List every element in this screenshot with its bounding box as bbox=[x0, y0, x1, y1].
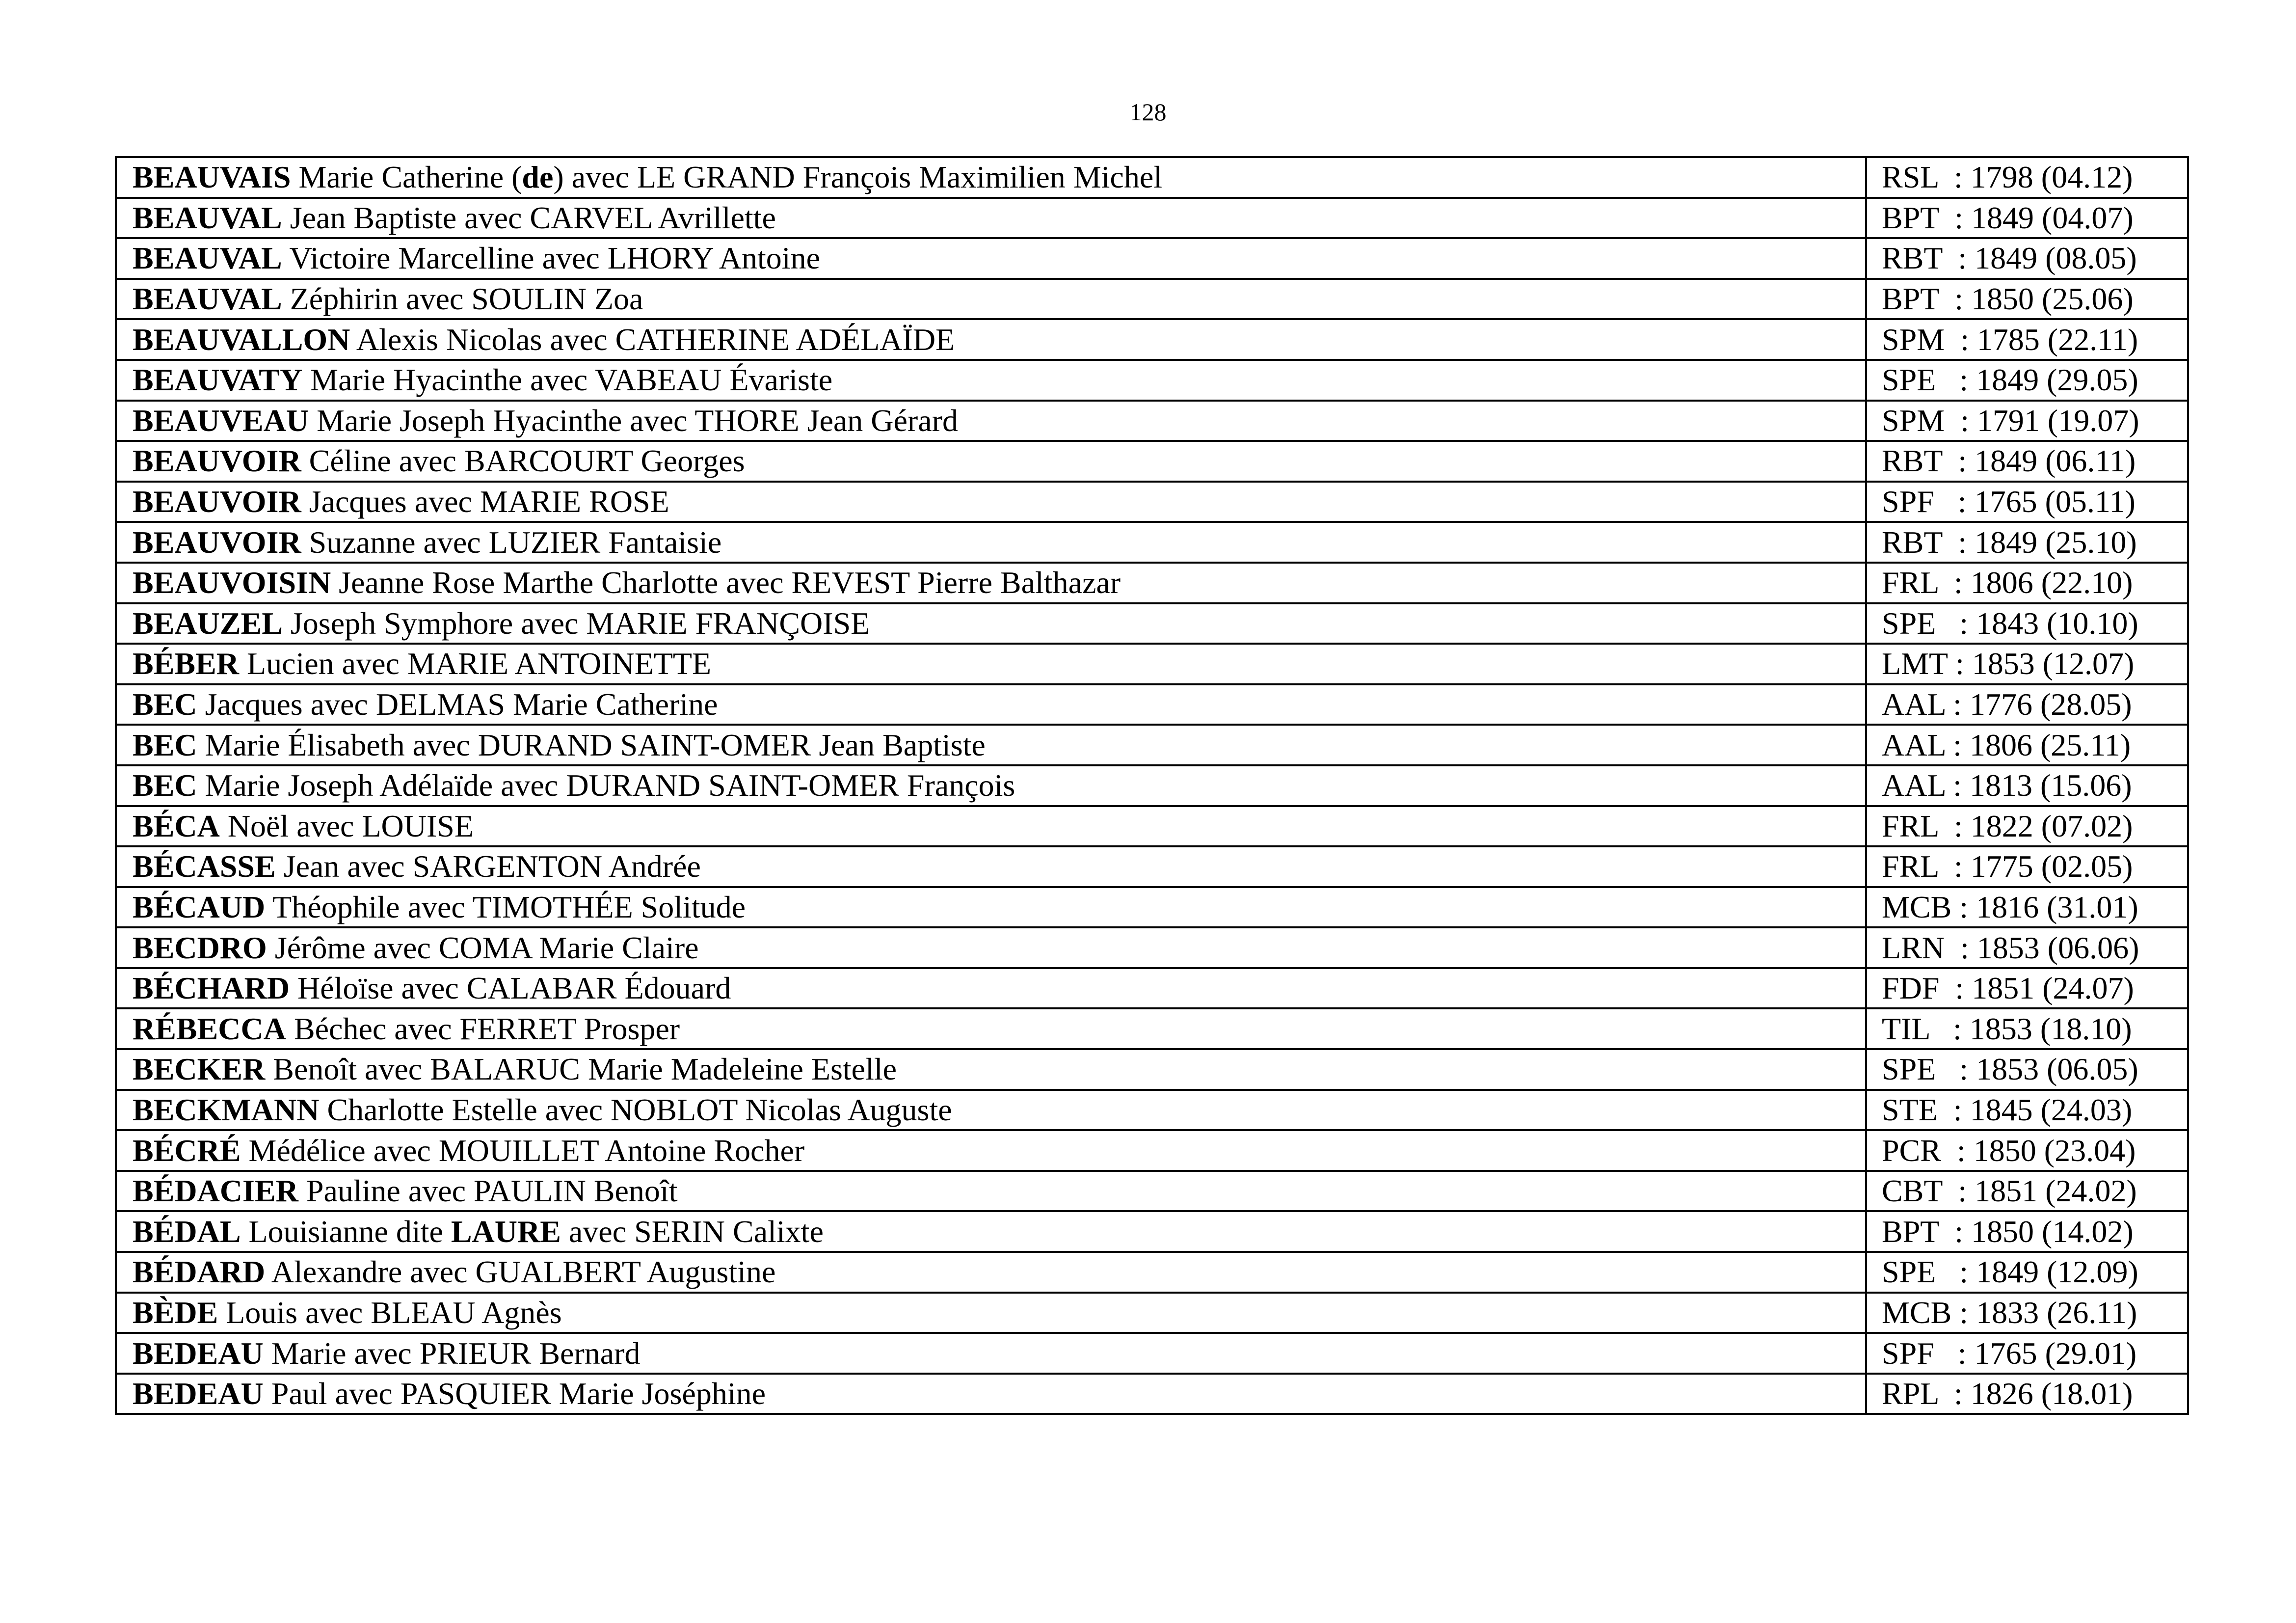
table-row bbox=[116, 1293, 2188, 1333]
table-row bbox=[116, 198, 2188, 239]
parish-date-cell: CBT : 1851 (24.02) bbox=[1866, 1171, 2188, 1212]
name-text: Jérôme avec COMA Marie Claire bbox=[267, 930, 699, 965]
surname: BEC bbox=[133, 727, 197, 762]
surname: BECKER bbox=[133, 1052, 266, 1087]
table-row bbox=[116, 684, 2188, 725]
parish-date-cell: SPE : 1849 (12.09) bbox=[1866, 1252, 2188, 1293]
parish-date-cell: AAL : 1776 (28.05) bbox=[1866, 684, 2188, 725]
name-text: Jacques avec MARIE ROSE bbox=[301, 484, 669, 519]
parish-date-cell: AAL : 1806 (25.11) bbox=[1866, 725, 2188, 765]
surname: BÉDARD bbox=[133, 1254, 266, 1290]
parish-date-cell: STE : 1845 (24.03) bbox=[1866, 1090, 2188, 1131]
name-text: Marie avec PRIEUR Bernard bbox=[263, 1335, 641, 1371]
table-row bbox=[116, 1130, 2188, 1171]
table-row bbox=[116, 319, 2188, 360]
parish-date-cell: RBT : 1849 (08.05) bbox=[1866, 238, 2188, 279]
spouses-cell bbox=[116, 1333, 1866, 1374]
spouses-cell bbox=[116, 1211, 1866, 1252]
table-row bbox=[116, 563, 2188, 603]
name-text: Suzanne avec LUZIER Fantaisie bbox=[301, 524, 722, 560]
page-number: 128 bbox=[1129, 98, 1167, 126]
spouses-cell bbox=[116, 806, 1866, 847]
name-text: Jacques avec DELMAS Marie Catherine bbox=[197, 687, 718, 722]
spouses-cell bbox=[116, 1374, 1866, 1414]
spouses-cell bbox=[116, 684, 1866, 725]
spouses-cell bbox=[116, 441, 1866, 482]
spouses-cell bbox=[116, 644, 1866, 684]
name-text: Lucien avec MARIE ANTOINETTE bbox=[239, 646, 712, 681]
spouses-cell bbox=[116, 238, 1866, 279]
name-text: Médélice avec MOUILLET Antoine Rocher bbox=[240, 1133, 805, 1168]
surname: BEAUZEL bbox=[133, 605, 283, 641]
surname: BECDRO bbox=[133, 930, 267, 965]
surname: BEAUVAL bbox=[133, 241, 282, 276]
table-row bbox=[116, 1211, 2188, 1252]
surname: BEDEAU bbox=[133, 1335, 264, 1371]
name-text: Joseph Symphore avec MARIE FRANÇOISE bbox=[282, 605, 870, 641]
table-row bbox=[116, 360, 2188, 401]
parish-date-cell: AAL : 1813 (15.06) bbox=[1866, 765, 2188, 806]
surname: BÉDAL bbox=[133, 1214, 241, 1249]
table-row bbox=[116, 765, 2188, 806]
spouses-cell bbox=[116, 765, 1866, 806]
parish-date-cell: PCR : 1850 (23.04) bbox=[1866, 1130, 2188, 1171]
spouses-cell bbox=[116, 1252, 1866, 1293]
table-row bbox=[116, 279, 2188, 320]
table-row bbox=[116, 1171, 2188, 1212]
spouses-cell bbox=[116, 1049, 1866, 1090]
name-text: Louisianne dite bbox=[240, 1214, 451, 1249]
table-row bbox=[116, 806, 2188, 847]
parish-date-cell: TIL : 1853 (18.10) bbox=[1866, 1008, 2188, 1049]
name-text: Jean avec SARGENTON Andrée bbox=[275, 849, 701, 884]
table-row bbox=[116, 644, 2188, 684]
name-text: ) avec LE GRAND François Maximilien Michel bbox=[553, 160, 1162, 195]
parish-date-cell: SPF : 1765 (05.11) bbox=[1866, 482, 2188, 522]
surname: BÉCA bbox=[133, 808, 220, 843]
parish-date-cell: FRL : 1822 (07.02) bbox=[1866, 806, 2188, 847]
spouses-cell bbox=[116, 198, 1866, 239]
surname: BEAUVALLON bbox=[133, 322, 350, 357]
spouses-cell bbox=[116, 1008, 1866, 1049]
name-text: Louis avec BLEAU Agnès bbox=[218, 1295, 562, 1330]
parish-date-cell: SPE : 1843 (10.10) bbox=[1866, 603, 2188, 644]
surname: BEAUVEAU bbox=[133, 403, 309, 438]
spouses-cell bbox=[116, 603, 1866, 644]
table-row bbox=[116, 1008, 2188, 1049]
parish-date-cell: FDF : 1851 (24.07) bbox=[1866, 968, 2188, 1009]
table-row bbox=[116, 927, 2188, 968]
parish-date-cell: MCB : 1833 (26.11) bbox=[1866, 1293, 2188, 1333]
parish-date-cell: MCB : 1816 (31.01) bbox=[1866, 887, 2188, 928]
name-text: Victoire Marcelline avec LHORY Antoine bbox=[282, 241, 820, 276]
surname: BEAUVOIR bbox=[133, 484, 301, 519]
table-row bbox=[116, 725, 2188, 765]
spouses-cell bbox=[116, 927, 1866, 968]
surname: RÉBECCA bbox=[133, 1011, 286, 1046]
spouses-cell bbox=[116, 1090, 1866, 1131]
table-row bbox=[116, 522, 2188, 563]
table-row bbox=[116, 968, 2188, 1009]
spouses-cell bbox=[116, 887, 1866, 928]
surname: LAURE bbox=[451, 1214, 561, 1249]
parish-date-cell: RPL : 1826 (18.01) bbox=[1866, 1374, 2188, 1414]
surname: BEAUVOIR bbox=[133, 524, 301, 560]
surname: BÉCRÉ bbox=[133, 1133, 241, 1168]
table-row bbox=[116, 603, 2188, 644]
surname: BÈDE bbox=[133, 1295, 218, 1330]
surname: BÉCHARD bbox=[133, 971, 290, 1006]
spouses-cell bbox=[116, 725, 1866, 765]
surname: BEAUVAIS bbox=[133, 160, 291, 195]
table-row bbox=[116, 846, 2188, 887]
surname: BEAUVAL bbox=[133, 281, 282, 317]
spouses-cell bbox=[116, 846, 1866, 887]
table-row bbox=[116, 1333, 2188, 1374]
name-text: Marie Joseph Hyacinthe avec THORE Jean Gérard bbox=[309, 403, 958, 438]
spouses-cell bbox=[116, 482, 1866, 522]
spouses-cell bbox=[116, 1130, 1866, 1171]
surname: BEC bbox=[133, 768, 197, 803]
name-text: Marie Hyacinthe avec VABEAU Évariste bbox=[302, 362, 833, 398]
table-row bbox=[116, 1374, 2188, 1414]
parish-date-cell: SPE : 1849 (29.05) bbox=[1866, 360, 2188, 401]
surname: BEC bbox=[133, 687, 197, 722]
marriage-register-table bbox=[115, 156, 2189, 1415]
parish-date-cell: BPT : 1850 (25.06) bbox=[1866, 279, 2188, 320]
name-text: avec SERIN Calixte bbox=[561, 1214, 824, 1249]
name-text: Zéphirin avec SOULIN Zoa bbox=[282, 281, 643, 317]
table-row bbox=[116, 1252, 2188, 1293]
surname: BÉBER bbox=[133, 646, 239, 681]
surname: BEAUVOISIN bbox=[133, 565, 331, 600]
name-text: Marie Joseph Adélaïde avec DURAND SAINT-OMER François bbox=[197, 768, 1015, 803]
surname: de bbox=[522, 160, 554, 195]
parish-date-cell: RSL : 1798 (04.12) bbox=[1866, 157, 2188, 198]
spouses-cell bbox=[116, 968, 1866, 1009]
name-text: Charlotte Estelle avec NOBLOT Nicolas Auguste bbox=[319, 1092, 952, 1127]
parish-date-cell: SPM : 1785 (22.11) bbox=[1866, 319, 2188, 360]
parish-date-cell: BPT : 1849 (04.07) bbox=[1866, 198, 2188, 239]
name-text: Paul avec PASQUIER Marie Joséphine bbox=[263, 1376, 766, 1411]
spouses-cell bbox=[116, 1293, 1866, 1333]
parish-date-cell: FRL : 1775 (02.05) bbox=[1866, 846, 2188, 887]
surname: BÉCAUD bbox=[133, 889, 266, 924]
parish-date-cell: FRL : 1806 (22.10) bbox=[1866, 563, 2188, 603]
spouses-cell bbox=[116, 522, 1866, 563]
parish-date-cell: LRN : 1853 (06.06) bbox=[1866, 927, 2188, 968]
name-text: Jeanne Rose Marthe Charlotte avec REVEST Pierre Balthazar bbox=[331, 565, 1121, 600]
name-text: Marie Élisabeth avec DURAND SAINT-OMER Jean Baptiste bbox=[197, 727, 986, 762]
spouses-cell bbox=[116, 1171, 1866, 1212]
name-text: Héloïse avec CALABAR Édouard bbox=[290, 971, 731, 1006]
table-row bbox=[116, 238, 2188, 279]
parish-date-cell: RBT : 1849 (25.10) bbox=[1866, 522, 2188, 563]
surname: BECKMANN bbox=[133, 1092, 320, 1127]
name-text: Benoît avec BALARUC Marie Madeleine Estelle bbox=[265, 1052, 897, 1087]
name-text: Céline avec BARCOURT Georges bbox=[301, 443, 745, 479]
surname: BEDEAU bbox=[133, 1376, 264, 1411]
table-row bbox=[116, 441, 2188, 482]
table-row bbox=[116, 887, 2188, 928]
surname: BÉCASSE bbox=[133, 849, 276, 884]
surname: BEAUVAL bbox=[133, 200, 282, 235]
spouses-cell bbox=[116, 563, 1866, 603]
parish-date-cell: SPE : 1853 (06.05) bbox=[1866, 1049, 2188, 1090]
parish-date-cell: SPM : 1791 (19.07) bbox=[1866, 401, 2188, 441]
parish-date-cell: SPF : 1765 (29.01) bbox=[1866, 1333, 2188, 1374]
parish-date-cell: LMT : 1853 (12.07) bbox=[1866, 644, 2188, 684]
spouses-cell bbox=[116, 157, 1866, 198]
name-text: Alexandre avec GUALBERT Augustine bbox=[265, 1254, 776, 1290]
table-row bbox=[116, 157, 2188, 198]
spouses-cell bbox=[116, 360, 1866, 401]
table-row bbox=[116, 482, 2188, 522]
parish-date-cell: RBT : 1849 (06.11) bbox=[1866, 441, 2188, 482]
parish-date-cell: BPT : 1850 (14.02) bbox=[1866, 1211, 2188, 1252]
register-body bbox=[116, 157, 2188, 1414]
name-text: Marie Catherine ( bbox=[291, 160, 522, 195]
name-text: Alexis Nicolas avec CATHERINE ADÉLAÏDE bbox=[350, 322, 955, 357]
name-text: Théophile avec TIMOTHÉE Solitude bbox=[265, 889, 746, 924]
table-row bbox=[116, 1049, 2188, 1090]
table-row bbox=[116, 401, 2188, 441]
name-text: Noël avec LOUISE bbox=[219, 808, 474, 843]
name-text: Béchec avec FERRET Prosper bbox=[286, 1011, 680, 1046]
spouses-cell bbox=[116, 319, 1866, 360]
surname: BÉDACIER bbox=[133, 1173, 298, 1209]
spouses-cell bbox=[116, 279, 1866, 320]
name-text: Pauline avec PAULIN Benoît bbox=[298, 1173, 678, 1209]
surname: BEAUVOIR bbox=[133, 443, 301, 479]
spouses-cell bbox=[116, 401, 1866, 441]
name-text: Jean Baptiste avec CARVEL Avrillette bbox=[282, 200, 776, 235]
surname: BEAUVATY bbox=[133, 362, 303, 398]
table-row bbox=[116, 1090, 2188, 1131]
